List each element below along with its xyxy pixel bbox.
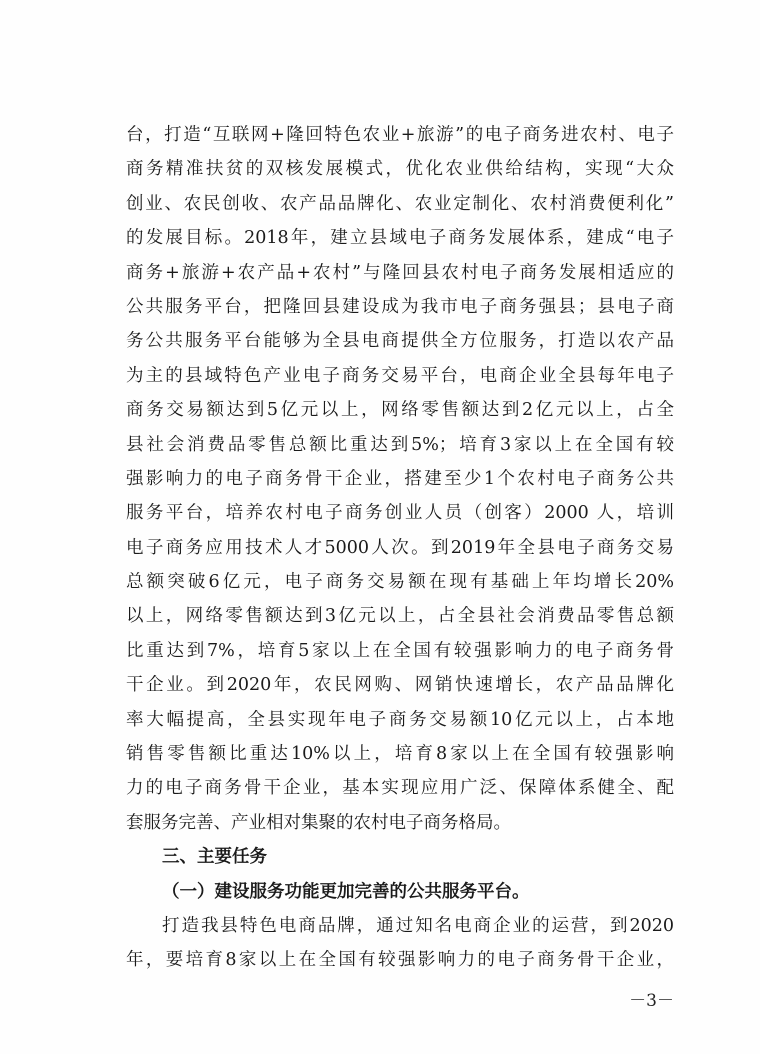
text-line: 率大幅提高，全县实现年电子商务交易额10亿元以上，占本地 [126, 709, 674, 730]
text-line: 电子商务应用技术人才5000人次。到2019年全县电子商务交易 [126, 537, 674, 558]
text-line: 年，要培育8家以上在全国有较强影响力的电子商务骨干企业， [126, 950, 674, 971]
text-line: 强影响力的电子商务骨干企业，搭建至少1个农村电子商务公共 [126, 468, 674, 489]
text-line: 销售零售额比重达10%以上，培育8家以上在全国有较强影响 [126, 744, 674, 765]
text-line: 总额突破6亿元，电子商务交易额在现有基础上年均增长20% [126, 572, 674, 593]
text-line: 台，打造“互联网+隆回特色农业+旅游”的电子商务进农村、电子 [126, 125, 674, 145]
text-line: 干企业。到2020年，农民网购、网销快速增长，农产品品牌化 [126, 675, 674, 696]
subsection-heading: （一）建设服务功能更加完善的公共服务平台。 [162, 881, 530, 902]
text-line: 商务+旅游+农产品+农村”与隆回县农村电子商务发展相适应的 [126, 262, 674, 283]
section-heading: 三、主要任务 [162, 847, 267, 868]
text-line: 力的电子商务骨干企业，基本实现应用广泛、保障体系健全、配 [126, 778, 674, 799]
text-line: 套服务完善、产业相对集聚的农村电子商务格局。 [126, 812, 511, 833]
text-line: 以上，网络零售额达到3亿元以上，占全县社会消费品零售总额 [126, 606, 674, 627]
text-line: 为主的县域特色产业电子商务交易平台，电商企业全县每年电子 [126, 365, 674, 386]
text-line: 创业、农民创收、农产品品牌化、农业定制化、农村消费便利化” [126, 193, 674, 214]
text-line: 务公共服务平台能够为全县电商提供全方位服务，打造以农产品 [126, 331, 674, 352]
text-line: 公共服务平台，把隆回县建设成为我市电子商务强县；县电子商 [126, 296, 674, 317]
page-number: －3－ [629, 991, 674, 1011]
body-text [126, 118, 674, 978]
text-line: 服务平台，培养农村电子商务创业人员（创客）2000 人，培训 [126, 503, 674, 524]
text-line: 商务交易额达到5亿元以上，网络零售额达到2亿元以上，占全 [126, 400, 674, 421]
text-line: 的发展目标。2018年，建立县域电子商务发展体系，建成“电子 [126, 228, 674, 249]
text-line: 比重达到7%，培育5家以上在全国有较强影响力的电子商务骨 [126, 640, 674, 661]
text-line: 打造我县特色电商品牌，通过知名电商企业的运营，到2020 [162, 915, 674, 936]
text-line: 县社会消费品零售总额比重达到5%；培育3家以上在全国有较 [126, 434, 674, 455]
text-line: 商务精准扶贫的双核发展模式，优化农业供给结构，实现“大众 [126, 159, 674, 180]
